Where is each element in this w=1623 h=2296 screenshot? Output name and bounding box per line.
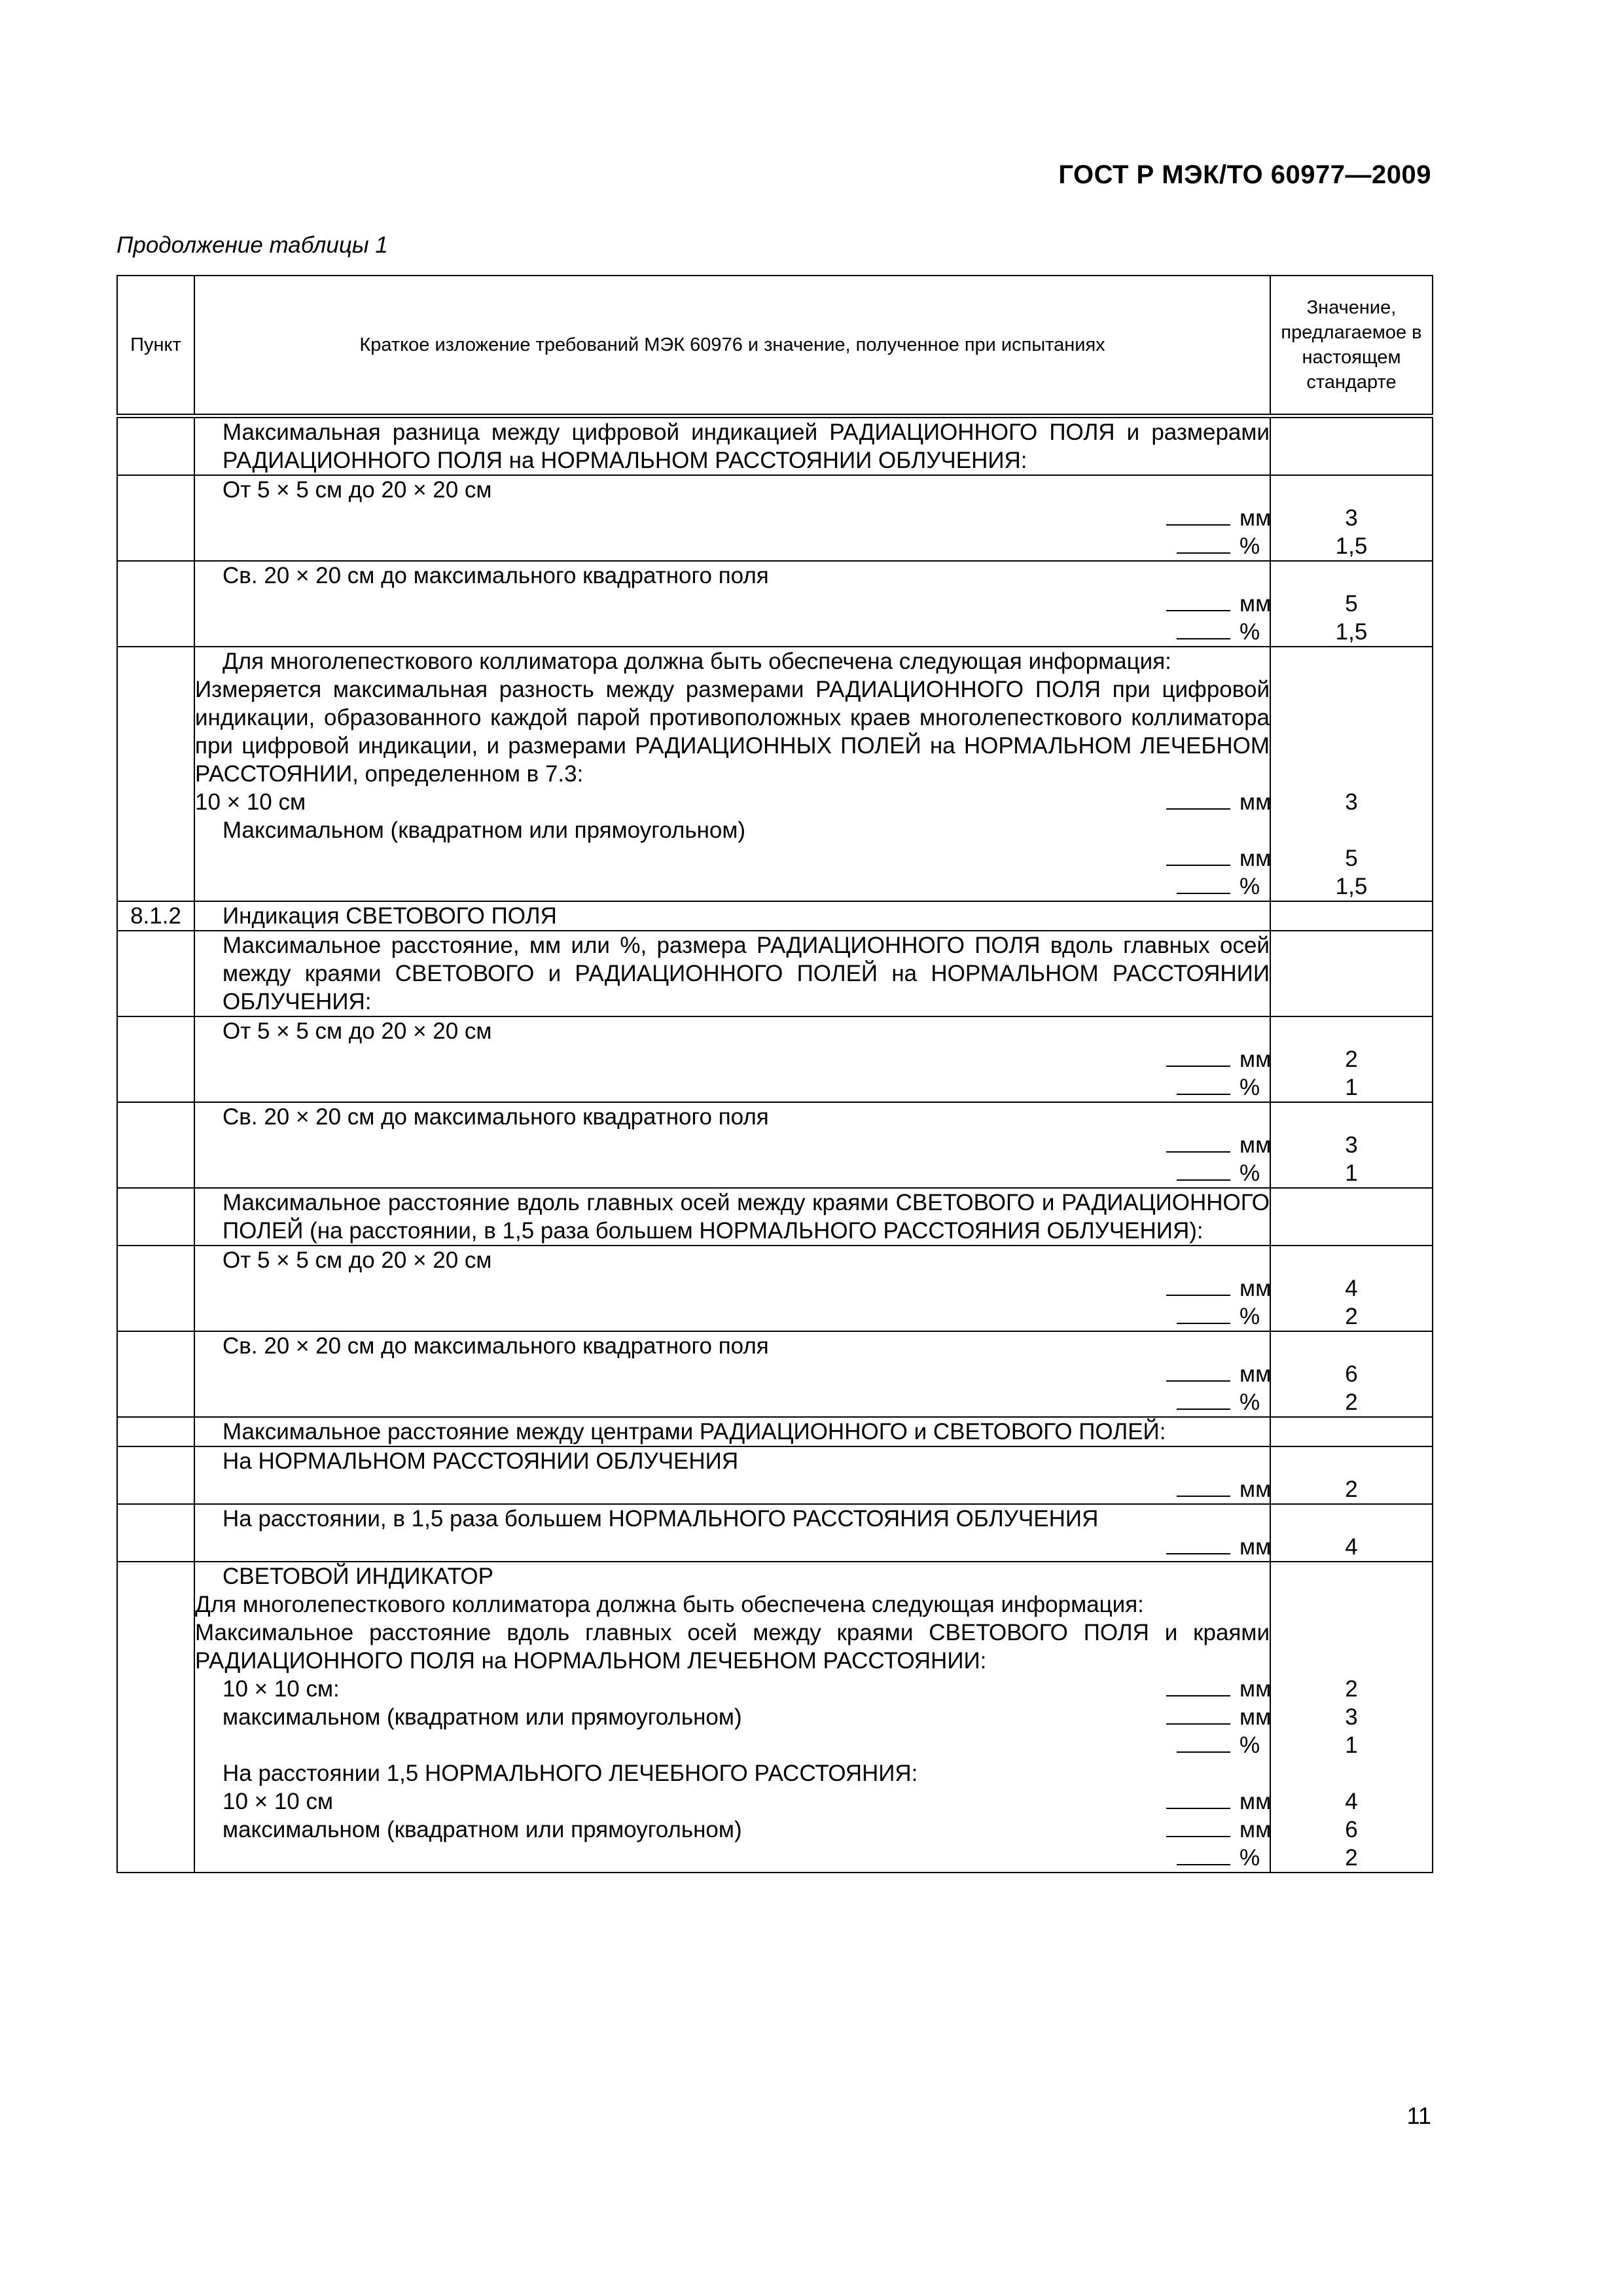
unit-mm: мм bbox=[195, 1274, 1270, 1302]
point-cell bbox=[117, 931, 194, 1016]
unit-mm: мм bbox=[195, 1045, 1270, 1073]
value: 1 bbox=[1345, 1075, 1358, 1100]
table-row bbox=[117, 1331, 1433, 1417]
value: 4 bbox=[1345, 1276, 1358, 1301]
requirement-text: Измеряется максимальная разность между размерами РАДИАЦИОННОГО ПОЛЯ при цифровой индикации, образованного каждой парой противоположных краев многолепесткового коллиматора при цифровой индикации, и размерами РАДИАЦИОННЫХ ПОЛЕЙ на НОРМАЛЬНОМ ЛЕЧЕБНОМ РАССТОЯНИИ, определенном в 7.3: bbox=[195, 677, 1270, 787]
table-row bbox=[117, 416, 1433, 476]
value: 2 bbox=[1345, 1304, 1358, 1329]
value-cell bbox=[1270, 1246, 1433, 1331]
unit-percent: % bbox=[195, 618, 1270, 646]
point-cell bbox=[117, 1246, 194, 1331]
standard-code: ГОСТ Р МЭК/ТО 60977—2009 bbox=[1058, 160, 1431, 189]
unit-percent: % bbox=[195, 872, 1270, 901]
table-row bbox=[117, 1504, 1433, 1562]
page-number: 11 bbox=[1406, 2102, 1431, 2129]
value: 6 bbox=[1345, 1361, 1358, 1387]
point-cell bbox=[117, 1016, 194, 1102]
unit-percent: % bbox=[195, 1073, 1270, 1102]
point-cell bbox=[117, 1446, 194, 1504]
unit-line: максимальном (квадратном или прямоугольном) мм bbox=[223, 1704, 1272, 1730]
table-row bbox=[117, 475, 1433, 561]
text-cell bbox=[194, 1016, 1270, 1102]
unit-line: 10 × 10 см мм bbox=[195, 789, 1272, 815]
value-cell bbox=[1270, 901, 1433, 931]
value-cell bbox=[1270, 1562, 1433, 1873]
value: 2 bbox=[1345, 1845, 1358, 1871]
unit-percent: % bbox=[195, 1731, 1270, 1759]
requirement-text: Для многолепесткового коллиматора должна быть обеспечена следующая информация: bbox=[195, 1592, 1144, 1617]
value: 3 bbox=[1345, 505, 1358, 531]
table-row bbox=[117, 1446, 1433, 1504]
section-title: Индикация СВЕТОВОГО ПОЛЯ bbox=[223, 903, 557, 929]
requirement-text: Максимальная разница между цифровой индикацией РАДИАЦИОННОГО ПОЛЯ и размерами РАДИАЦИОННОГО ПОЛЯ на НОРМАЛЬНОМ РАССТОЯНИИ ОБЛУЧЕНИЯ: bbox=[223, 420, 1270, 473]
value: 2 bbox=[1345, 1477, 1358, 1502]
table-row bbox=[117, 931, 1433, 1016]
requirement-text: На расстоянии 1,5 НОРМАЛЬНОГО ЛЕЧЕБНОГО РАССТОЯНИЯ: bbox=[223, 1761, 918, 1786]
text-cell bbox=[194, 1562, 1270, 1873]
unit-percent: % bbox=[195, 532, 1270, 560]
value: 1,5 bbox=[1335, 619, 1368, 645]
unit-percent: % bbox=[195, 1159, 1270, 1187]
text-cell bbox=[194, 931, 1270, 1016]
value: 1 bbox=[1345, 1160, 1358, 1186]
value-cell bbox=[1270, 416, 1433, 476]
text-cell bbox=[194, 901, 1270, 931]
point-cell bbox=[117, 416, 194, 476]
table-row bbox=[117, 1016, 1433, 1102]
value-cell bbox=[1270, 475, 1433, 561]
requirement-text: От 5 × 5 см до 20 × 20 см bbox=[223, 477, 492, 503]
text-cell bbox=[194, 1446, 1270, 1504]
unit-line: 10 × 10 см мм bbox=[223, 1789, 1272, 1814]
table-caption: Продолжение таблицы 1 bbox=[116, 232, 388, 258]
unit-percent: % bbox=[195, 1844, 1270, 1872]
value: 1,5 bbox=[1335, 874, 1368, 899]
value-cell bbox=[1270, 1102, 1433, 1188]
value-cell bbox=[1270, 1504, 1433, 1562]
value: 2 bbox=[1345, 1047, 1358, 1072]
text-cell bbox=[194, 1102, 1270, 1188]
text-cell bbox=[194, 561, 1270, 647]
value-cell bbox=[1270, 561, 1433, 647]
text-cell bbox=[194, 475, 1270, 561]
unit-mm: мм bbox=[195, 1131, 1270, 1159]
requirement-text: Св. 20 × 20 см до максимального квадратного поля bbox=[223, 1104, 769, 1130]
point-cell bbox=[117, 561, 194, 647]
unit-mm: мм bbox=[195, 504, 1270, 532]
table-row bbox=[117, 647, 1433, 901]
unit-percent: % bbox=[195, 1302, 1270, 1331]
value: 2 bbox=[1345, 1390, 1358, 1415]
table-row bbox=[117, 561, 1433, 647]
text-cell bbox=[194, 1417, 1270, 1446]
text-cell bbox=[194, 1331, 1270, 1417]
point-cell bbox=[117, 1331, 194, 1417]
requirement-text: Для многолепесткового коллиматора должна быть обеспечена следующая информация: bbox=[223, 649, 1171, 674]
unit-mm: мм bbox=[195, 1360, 1270, 1388]
value-cell bbox=[1270, 1417, 1433, 1446]
point-cell bbox=[117, 1562, 194, 1873]
point-cell bbox=[117, 647, 194, 901]
value: 4 bbox=[1345, 1789, 1358, 1814]
value: 3 bbox=[1345, 789, 1358, 815]
value: 5 bbox=[1345, 591, 1358, 617]
requirement-text: Св. 20 × 20 см до максимального квадратного поля bbox=[223, 1333, 769, 1359]
table-row bbox=[117, 1562, 1433, 1873]
column-header-point: Пункт bbox=[117, 276, 194, 416]
value-cell bbox=[1270, 1331, 1433, 1417]
unit-line: максимальном (квадратном или прямоугольном) мм bbox=[223, 1817, 1272, 1842]
requirement-title: СВЕТОВОЙ ИНДИКАТОР bbox=[223, 1564, 493, 1589]
value-cell bbox=[1270, 1188, 1433, 1246]
value-cell bbox=[1270, 931, 1433, 1016]
point-cell: 8.1.2 bbox=[117, 901, 194, 931]
column-header-value: Значение, предлагаемое в настоящем стандарте bbox=[1270, 276, 1433, 416]
point-cell bbox=[117, 1188, 194, 1246]
value: 3 bbox=[1345, 1132, 1358, 1158]
unit-mm: мм bbox=[195, 590, 1270, 618]
value: 2 bbox=[1345, 1676, 1358, 1702]
text-cell bbox=[194, 647, 1270, 901]
requirement-text: Максимальном (квадратном или прямоугольном) bbox=[223, 817, 746, 843]
point-cell bbox=[117, 1504, 194, 1562]
text-cell bbox=[194, 1504, 1270, 1562]
value: 1,5 bbox=[1335, 533, 1368, 559]
table-row bbox=[117, 1188, 1433, 1246]
table-row bbox=[117, 1102, 1433, 1188]
requirement-text: На расстоянии, в 1,5 раза большем НОРМАЛЬНОГО РАССТОЯНИЯ ОБЛУЧЕНИЯ bbox=[223, 1506, 1099, 1532]
point-cell bbox=[117, 1102, 194, 1188]
value: 5 bbox=[1345, 846, 1358, 871]
point-cell bbox=[117, 475, 194, 561]
unit-line: 10 × 10 см: мм bbox=[223, 1676, 1272, 1702]
requirements-table bbox=[116, 275, 1433, 1873]
requirement-text: Максимальное расстояние между центрами РАДИАЦИОННОГО и СВЕТОВОГО ПОЛЕЙ: bbox=[223, 1419, 1166, 1444]
requirement-text: От 5 × 5 см до 20 × 20 см bbox=[223, 1018, 492, 1044]
text-cell bbox=[194, 1188, 1270, 1246]
value-cell bbox=[1270, 647, 1433, 901]
unit-mm: мм bbox=[195, 844, 1270, 872]
point-cell bbox=[117, 1417, 194, 1446]
requirement-text: От 5 × 5 см до 20 × 20 см bbox=[223, 1247, 492, 1273]
text-cell bbox=[194, 416, 1270, 476]
value-cell bbox=[1270, 1016, 1433, 1102]
text-cell bbox=[194, 1246, 1270, 1331]
value: 1 bbox=[1345, 1732, 1358, 1758]
requirement-text: На НОРМАЛЬНОМ РАССТОЯНИИ ОБЛУЧЕНИЯ bbox=[223, 1448, 739, 1474]
table-header-row bbox=[117, 276, 1433, 416]
column-header-requirements: Краткое изложение требований МЭК 60976 и значение, полученное при испытаниях bbox=[194, 276, 1270, 416]
value: 3 bbox=[1345, 1704, 1358, 1730]
table-row bbox=[117, 1417, 1433, 1446]
value-cell bbox=[1270, 1446, 1433, 1504]
value: 6 bbox=[1345, 1817, 1358, 1842]
table-row bbox=[117, 1246, 1433, 1331]
requirement-text: Максимальное расстояние вдоль главных осей между краями СВЕТОВОГО и РАДИАЦИОННОГО ПОЛЕЙ (на расстоянии, в 1,5 раза большем НОРМАЛЬНОГО РАССТОЯНИЯ ОБЛУЧЕНИЯ): bbox=[223, 1190, 1270, 1244]
unit-mm: мм bbox=[195, 1475, 1270, 1503]
requirement-text: Максимальное расстояние вдоль главных осей между краями СВЕТОВОГО ПОЛЯ и краями РАДИАЦИОННОГО ПОЛЯ на НОРМАЛЬНОМ ЛЕЧЕБНОМ РАССТОЯНИИ: bbox=[195, 1620, 1270, 1674]
unit-percent: % bbox=[195, 1388, 1270, 1416]
requirement-text: Св. 20 × 20 см до максимального квадратного поля bbox=[223, 563, 769, 588]
unit-mm: мм bbox=[195, 1533, 1270, 1561]
table-row bbox=[117, 901, 1433, 931]
requirement-text: Максимальное расстояние, мм или %, размера РАДИАЦИОННОГО ПОЛЯ вдоль главных осей между краями СВЕТОВОГО и РАДИАЦИОННОГО ПОЛЕЙ на НОРМАЛЬНОМ РАССТОЯНИИ ОБЛУЧЕНИЯ: bbox=[223, 933, 1270, 1014]
value: 4 bbox=[1345, 1534, 1358, 1560]
